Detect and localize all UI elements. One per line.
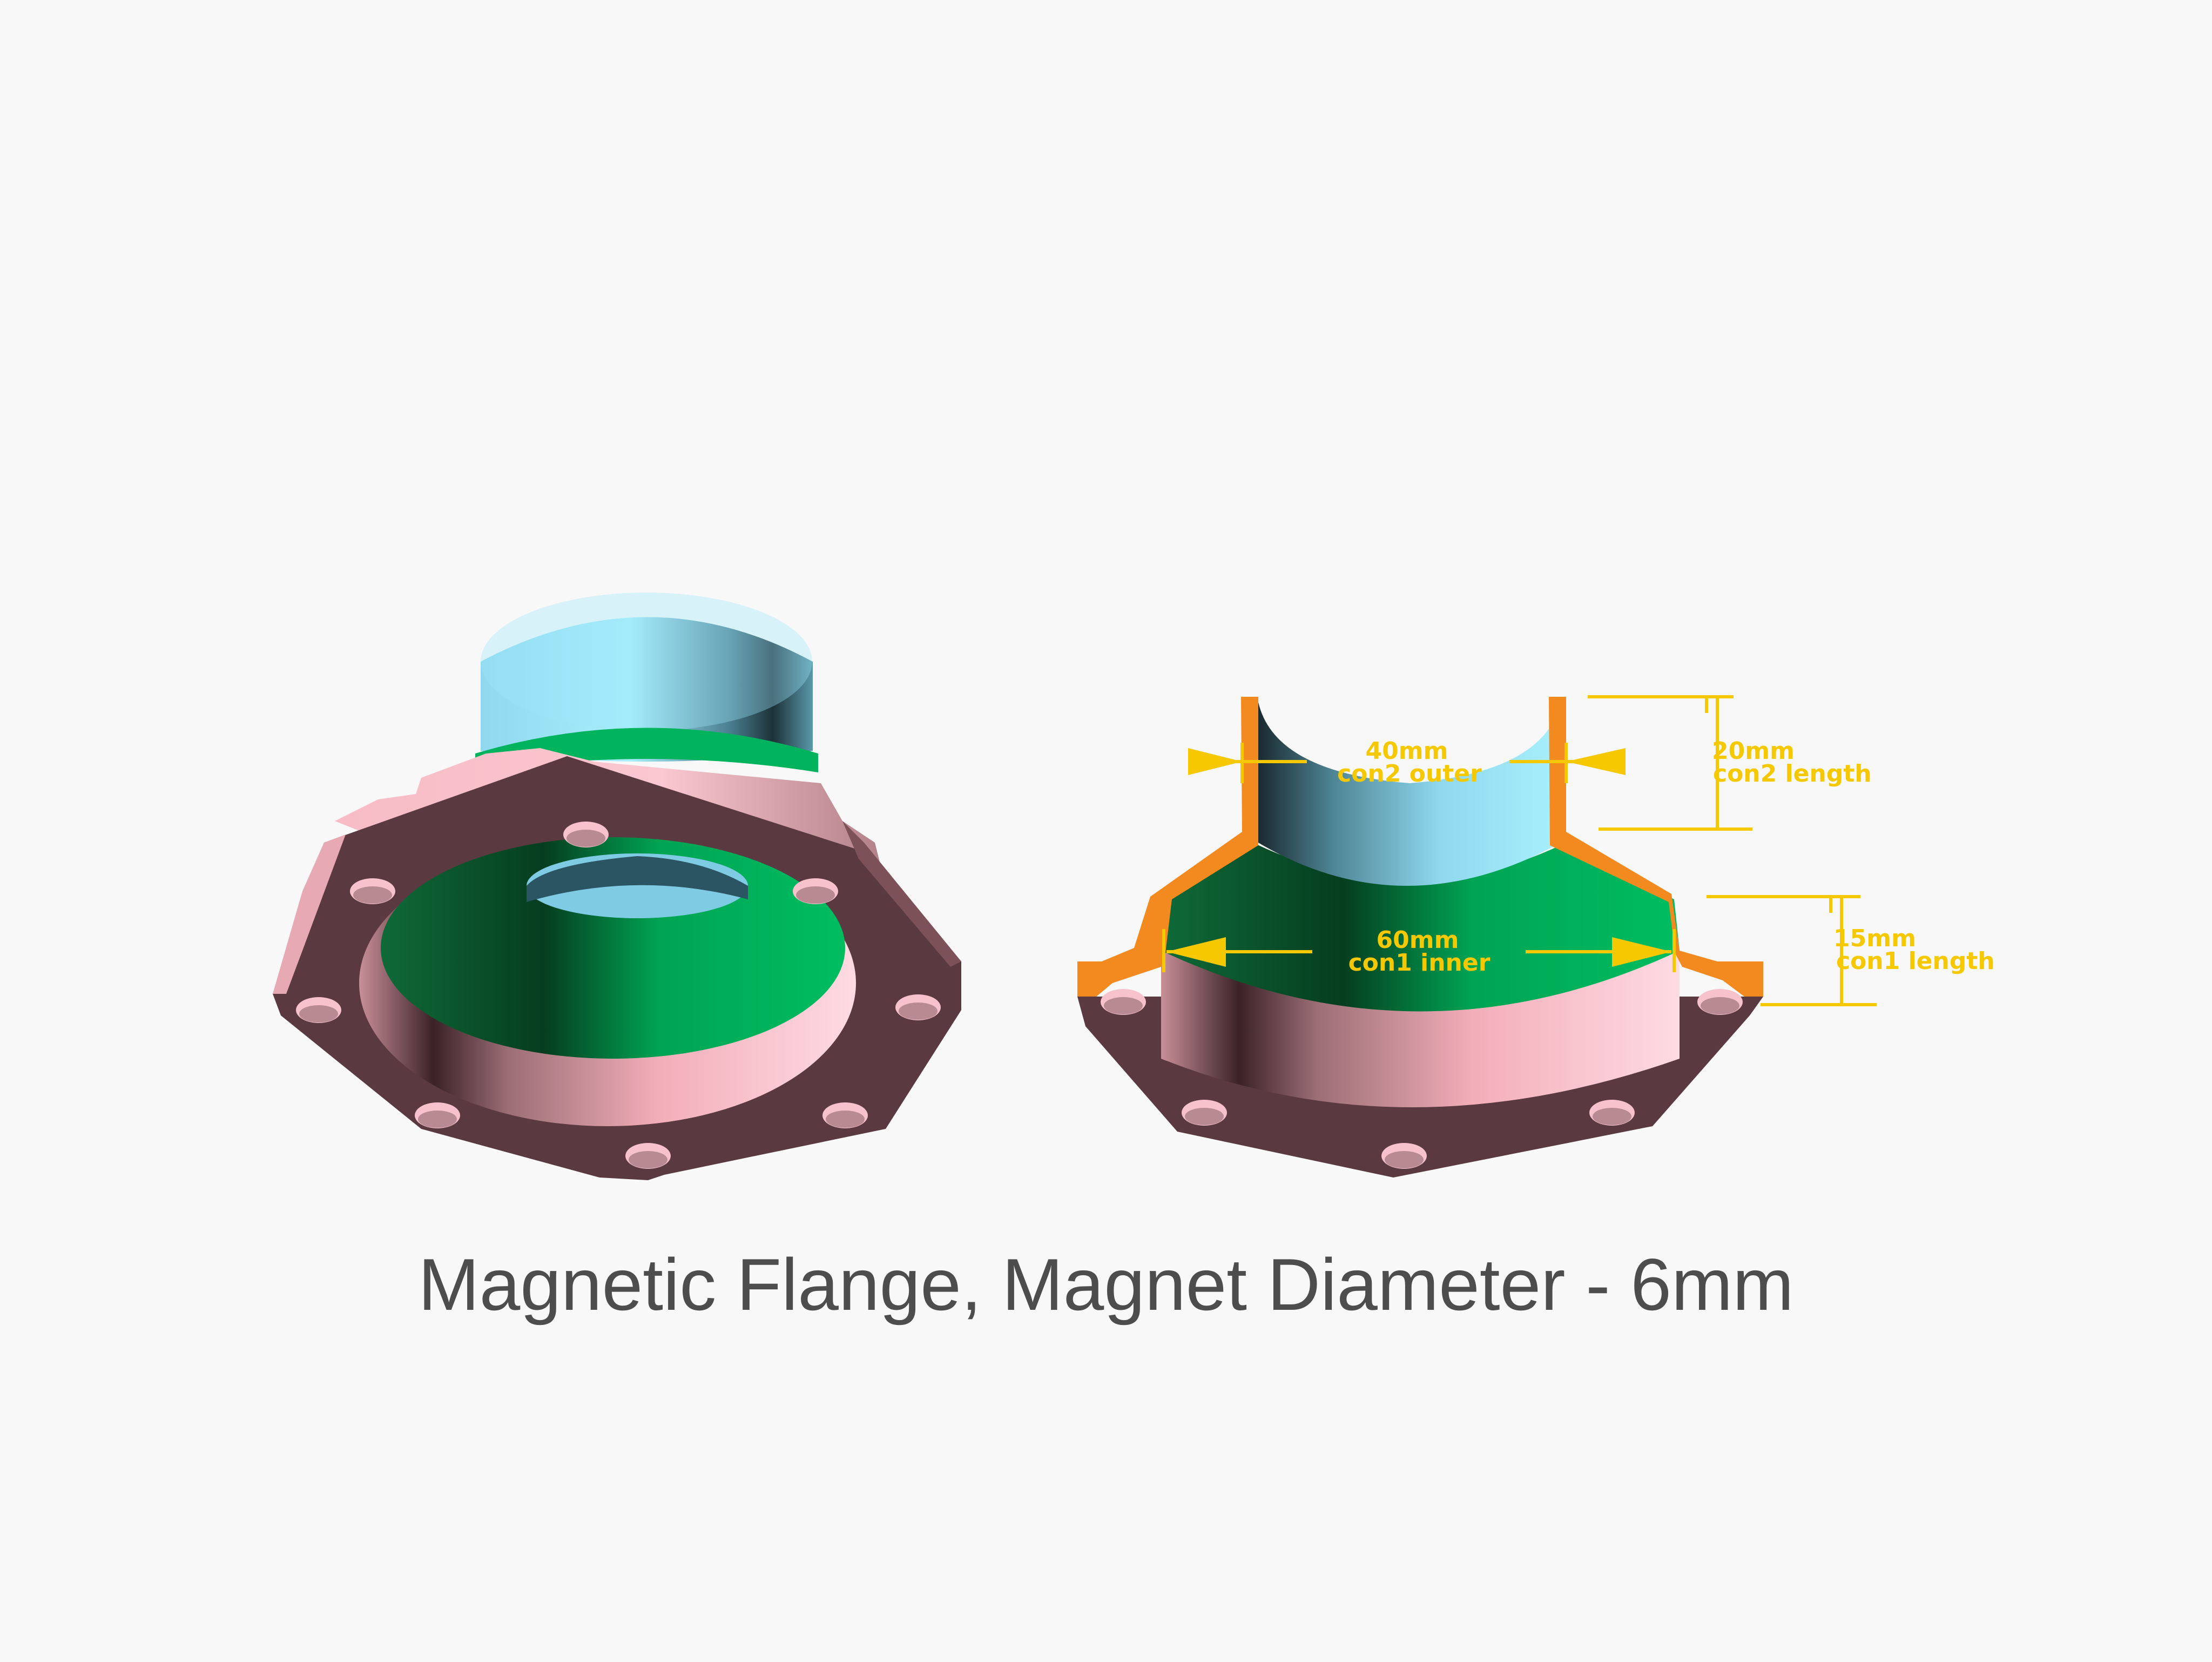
magnet-hole — [1185, 1108, 1224, 1125]
con2-outer-arrow-right — [1566, 748, 1626, 775]
cross-section-view — [1077, 697, 1995, 1177]
magnet-hole — [796, 886, 835, 904]
con1-inner-label: con1 inner — [1348, 949, 1491, 977]
con2-outer-label: con2 outer — [1337, 760, 1482, 788]
con2-length-value: 20mm — [1712, 737, 1795, 765]
con2-cylinder-top — [481, 593, 812, 731]
magnet-hole — [899, 1002, 938, 1020]
magnet-hole — [1701, 997, 1739, 1014]
magnet-hole — [629, 1151, 667, 1168]
con1-length-value: 15mm — [1833, 925, 1916, 952]
figure-title: Magnetic Flange, Magnet Diameter - 6mm — [418, 1243, 1794, 1325]
magnet-hole — [1593, 1108, 1631, 1125]
con1-length-label: con1 length — [1836, 947, 1995, 975]
magnet-hole — [353, 886, 392, 904]
con1-inner-value: 60mm — [1376, 926, 1459, 954]
magnet-hole — [567, 830, 605, 847]
magnet-hole — [826, 1111, 865, 1128]
magnet-hole — [299, 1005, 338, 1022]
con2-length-label: con2 length — [1713, 760, 1872, 788]
magnet-hole — [1385, 1151, 1424, 1168]
section-cylinder — [1258, 702, 1561, 886]
assembled-view — [273, 593, 961, 1180]
magnet-hole — [1104, 997, 1143, 1014]
magnet-hole — [418, 1111, 457, 1128]
con2-outer-value: 40mm — [1365, 737, 1448, 765]
con2-outer-arrow-left — [1188, 748, 1242, 775]
